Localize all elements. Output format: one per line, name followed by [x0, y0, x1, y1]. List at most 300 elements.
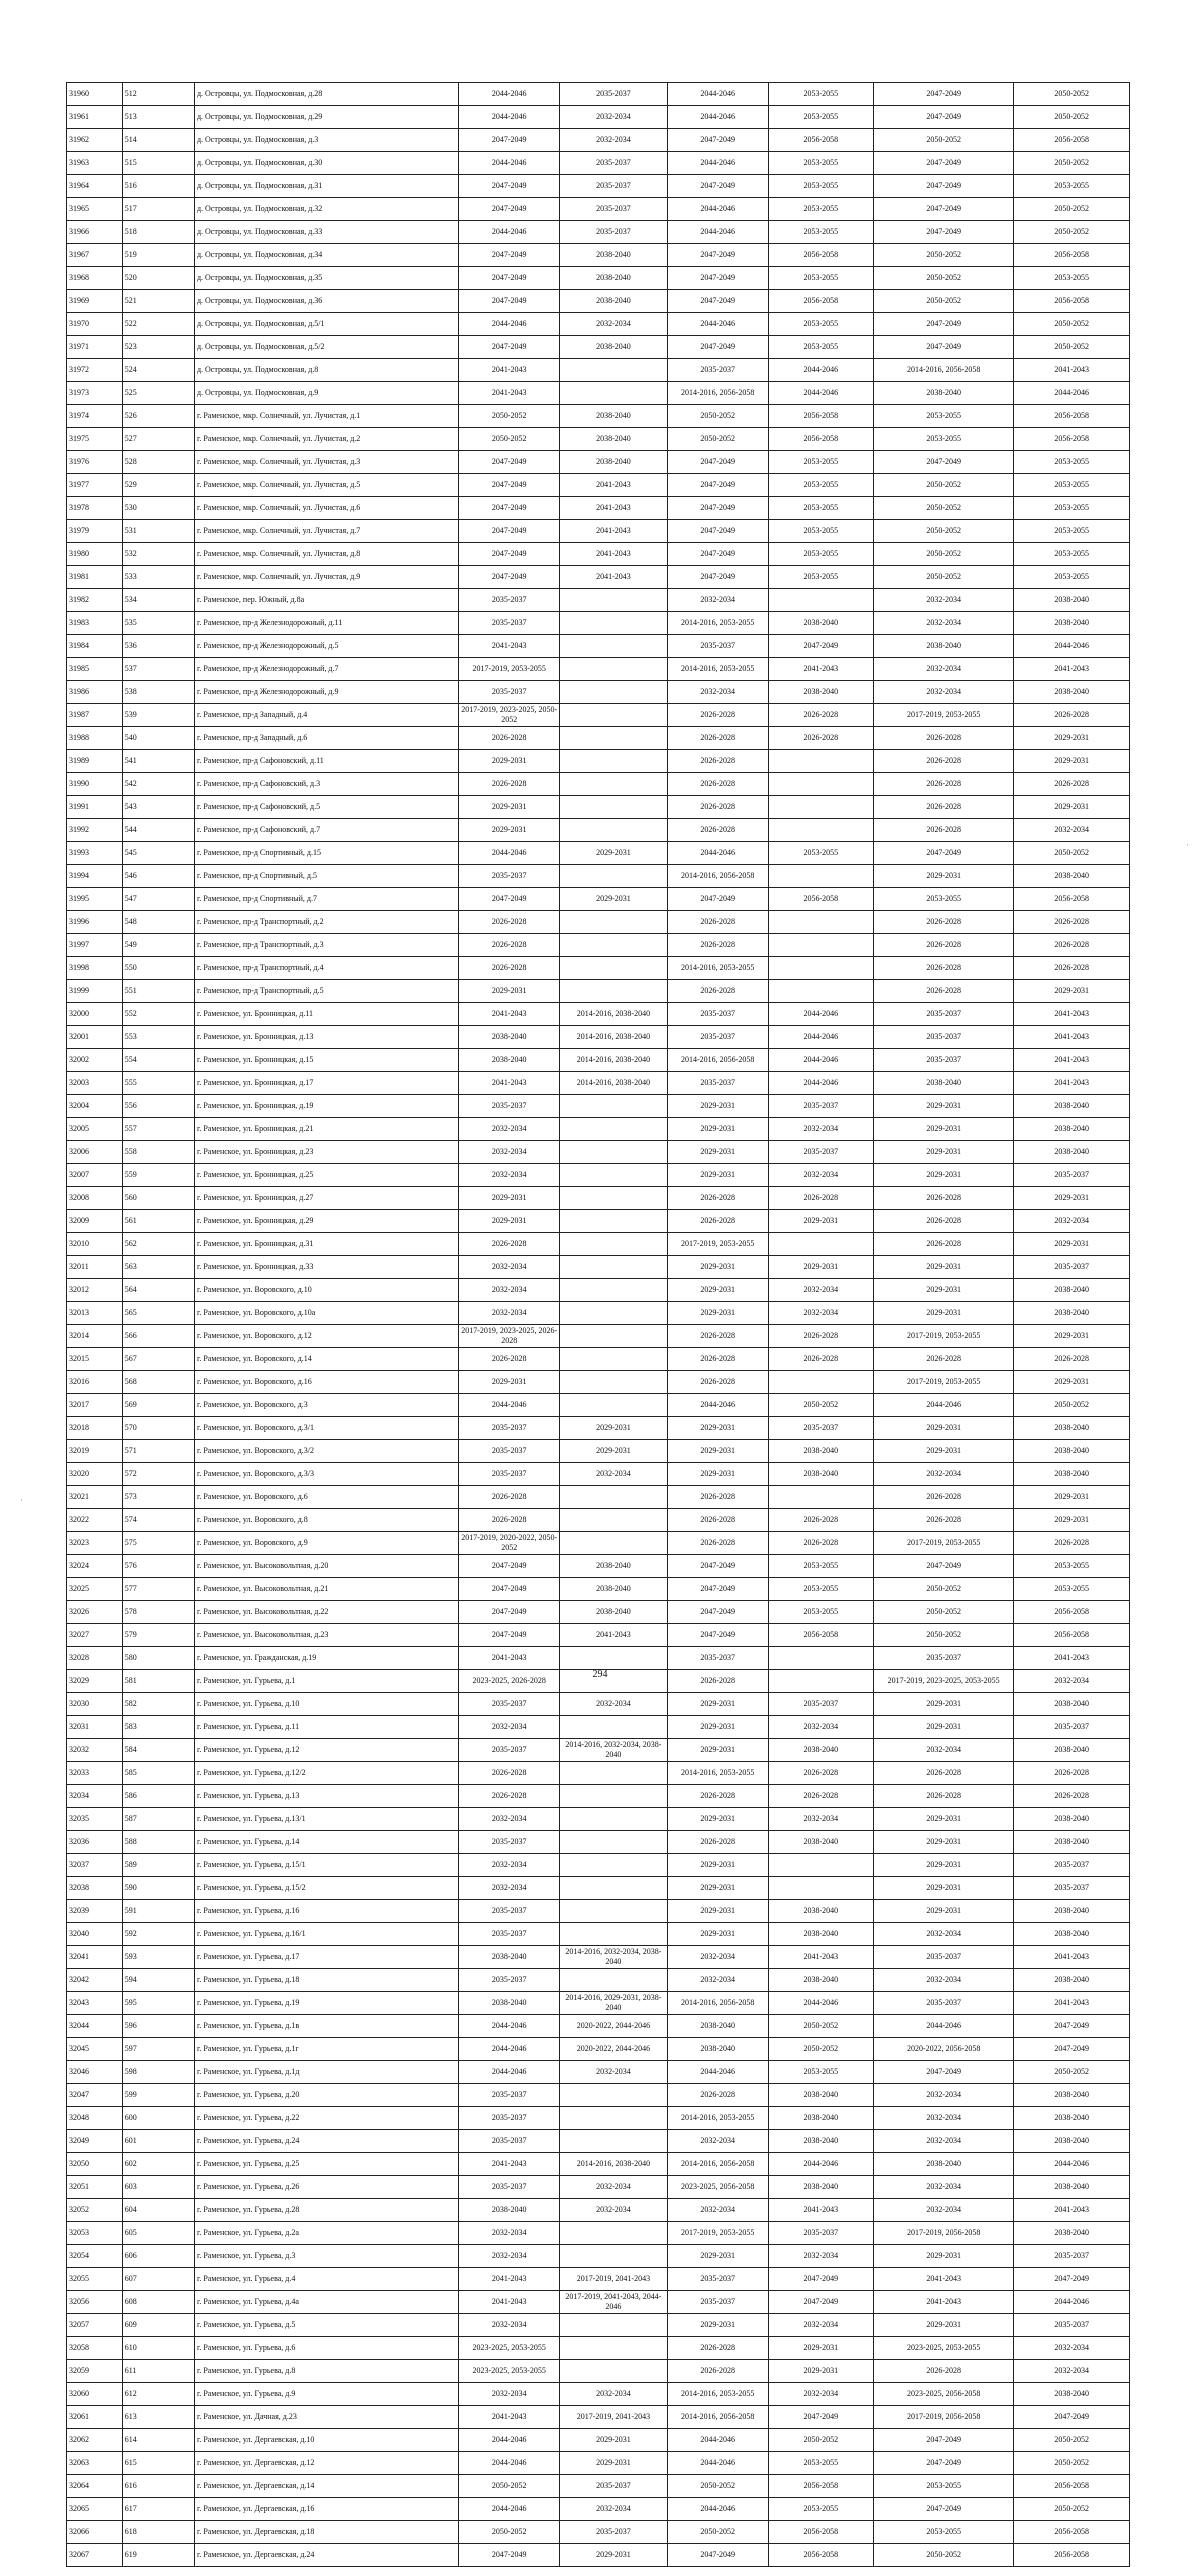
table-cell: 572 — [122, 1463, 194, 1486]
table-cell: 553 — [122, 1026, 194, 1049]
table-cell: 2014-2016, 2038-2040 — [560, 1003, 667, 1026]
table-cell: 2029-2031 — [1014, 1509, 1130, 1532]
table-cell: 2026-2028 — [873, 1762, 1013, 1785]
table-cell: 32060 — [67, 2383, 123, 2406]
table-cell: 2029-2031 — [768, 1256, 873, 1279]
table-cell: 582 — [122, 1693, 194, 1716]
table-cell: 2038-2040 — [1014, 2383, 1130, 2406]
table-row — [67, 1808, 1130, 1831]
table-cell: 2035-2037 — [459, 1463, 560, 1486]
table-cell: 2035-2037 — [1014, 2245, 1130, 2268]
table-cell: 2050-2052 — [1014, 313, 1130, 336]
table-cell: д. Островцы, ул. Подмосковная, д.5/1 — [194, 313, 458, 336]
table-row — [67, 1647, 1130, 1670]
table-cell: 2035-2037 — [459, 2130, 560, 2153]
table-row — [67, 2268, 1130, 2291]
table-cell: 32066 — [67, 2521, 123, 2544]
table-cell: 2047-2049 — [873, 451, 1013, 474]
table-cell: 2026-2028 — [667, 934, 768, 957]
table-cell: 2053-2055 — [768, 152, 873, 175]
table-cell: 2056-2058 — [768, 244, 873, 267]
table-cell: 2032-2034 — [873, 589, 1013, 612]
table-cell: 2029-2031 — [459, 1210, 560, 1233]
table-cell: г. Раменское, ул. Гурьева, д.20 — [194, 2084, 458, 2107]
table-cell: 2041-2043 — [1014, 1072, 1130, 1095]
table-cell: г. Раменское, пр-д Сафоновский, д.3 — [194, 773, 458, 796]
table-row — [67, 1969, 1130, 1992]
table-cell — [560, 1141, 667, 1164]
table-row — [67, 520, 1130, 543]
table-cell: 604 — [122, 2199, 194, 2222]
table-cell: г. Раменское, ул. Гурьева, д.13/1 — [194, 1808, 458, 1831]
table-cell: 2026-2028 — [459, 1486, 560, 1509]
table-cell: г. Раменское, ул. Гражданская, д.19 — [194, 1647, 458, 1670]
table-cell: 524 — [122, 359, 194, 382]
table-cell — [768, 819, 873, 842]
table-cell: д. Островцы, ул. Подмосковная, д.3 — [194, 129, 458, 152]
table-cell: 2032-2034 — [459, 1256, 560, 1279]
table-cell: 2056-2058 — [1014, 129, 1130, 152]
table-cell: 2026-2028 — [873, 1210, 1013, 1233]
table-cell: 2056-2058 — [1014, 888, 1130, 911]
table-cell: 2029-2031 — [459, 980, 560, 1003]
table-cell: 2038-2040 — [768, 1463, 873, 1486]
table-cell: 2041-2043 — [459, 382, 560, 405]
table-cell: г. Раменское, ул. Воровского, д.3/3 — [194, 1463, 458, 1486]
table-cell: 31965 — [67, 198, 123, 221]
table-row — [67, 2360, 1130, 2383]
table-row — [67, 2015, 1130, 2038]
table-cell: 2044-2046 — [459, 2498, 560, 2521]
table-cell: 2029-2031 — [459, 819, 560, 842]
table-cell: 2029-2031 — [873, 2245, 1013, 2268]
table-cell: 2047-2049 — [459, 543, 560, 566]
table-cell: г. Раменское, ул. Воровского, д.10 — [194, 1279, 458, 1302]
table-cell: 2032-2034 — [667, 589, 768, 612]
table-row — [67, 2314, 1130, 2337]
table-cell: 2029-2031 — [873, 1440, 1013, 1463]
table-row — [67, 750, 1130, 773]
table-cell: 2047-2049 — [459, 1555, 560, 1578]
table-cell: 31997 — [67, 934, 123, 957]
table-cell: г. Раменское, ул. Бронницкая, д.33 — [194, 1256, 458, 1279]
table-cell: 2047-2049 — [667, 520, 768, 543]
table-cell: 32032 — [67, 1739, 123, 1762]
table-row — [67, 1095, 1130, 1118]
table-row — [67, 1256, 1130, 1279]
table-cell: г. Раменское, пр-д Железнодорожный, д.7 — [194, 658, 458, 681]
table-cell: г. Раменское, ул. Высоковольтная, д.21 — [194, 1578, 458, 1601]
table-cell: 2047-2049 — [459, 566, 560, 589]
table-cell: 2032-2034 — [459, 2314, 560, 2337]
table-cell: 31985 — [67, 658, 123, 681]
table-cell: 2047-2049 — [873, 2452, 1013, 2475]
table-cell: г. Раменское, ул. Дергаевская, д.16 — [194, 2498, 458, 2521]
table-cell: 2050-2052 — [873, 566, 1013, 589]
table-cell: 2047-2049 — [459, 474, 560, 497]
table-cell: 2035-2037 — [459, 612, 560, 635]
table-cell: 2053-2055 — [768, 336, 873, 359]
table-cell: 2029-2031 — [667, 1256, 768, 1279]
table-cell: 2053-2055 — [768, 451, 873, 474]
table-cell: 548 — [122, 911, 194, 934]
table-cell: 2038-2040 — [768, 1969, 873, 1992]
table-cell: 32025 — [67, 1578, 123, 1601]
table-cell: г. Раменское, ул. Воровского, д.14 — [194, 1348, 458, 1371]
table-cell: 2053-2055 — [873, 428, 1013, 451]
table-cell: 2044-2046 — [459, 221, 560, 244]
table-cell: 2017-2019, 2020-2022, 2050-2052 — [459, 1532, 560, 1555]
table-cell: 2044-2046 — [459, 2452, 560, 2475]
table-cell: 2014-2016, 2056-2058 — [667, 382, 768, 405]
table-cell: 2014-2016, 2032-2034, 2038-2040 — [560, 1739, 667, 1762]
table-cell: 2053-2055 — [768, 198, 873, 221]
table-cell — [560, 1762, 667, 1785]
table-row — [67, 1233, 1130, 1256]
table-cell: 2050-2052 — [768, 1394, 873, 1417]
table-cell: 2056-2058 — [1014, 1624, 1130, 1647]
table-cell: 2026-2028 — [667, 1785, 768, 1808]
table-cell: 32021 — [67, 1486, 123, 1509]
table-row — [67, 2498, 1130, 2521]
table-cell: г. Раменское, ул. Гурьева, д.28 — [194, 2199, 458, 2222]
table-cell: 2035-2037 — [560, 83, 667, 106]
table-cell: 2032-2034 — [459, 1716, 560, 1739]
table-cell: 2038-2040 — [873, 2153, 1013, 2176]
table-cell: 2029-2031 — [873, 1302, 1013, 1325]
table-cell: 2014-2016, 2053-2055 — [667, 658, 768, 681]
table-cell: 2029-2031 — [560, 888, 667, 911]
table-cell: 2026-2028 — [768, 1785, 873, 1808]
table-cell: 2038-2040 — [560, 451, 667, 474]
table-cell: г. Раменское, ул. Бронницкая, д.31 — [194, 1233, 458, 1256]
table-cell: г. Раменское, ул. Гурьева, д.4 — [194, 2268, 458, 2291]
table-cell: 2056-2058 — [1014, 405, 1130, 428]
table-cell: 32050 — [67, 2153, 123, 2176]
table-cell: 2032-2034 — [459, 2383, 560, 2406]
table-cell: 2032-2034 — [459, 1302, 560, 1325]
table-cell: 2032-2034 — [873, 612, 1013, 635]
table-cell: 2026-2028 — [667, 1509, 768, 1532]
table-cell: 2050-2052 — [873, 267, 1013, 290]
table-cell: 2050-2052 — [1014, 198, 1130, 221]
table-cell: 2029-2031 — [667, 1279, 768, 1302]
table-row — [67, 129, 1130, 152]
table-row — [67, 2061, 1130, 2084]
table-cell: 575 — [122, 1532, 194, 1555]
table-cell: 580 — [122, 1647, 194, 1670]
table-cell: 614 — [122, 2429, 194, 2452]
table-cell: 2053-2055 — [768, 2452, 873, 2475]
table-cell: 2047-2049 — [667, 888, 768, 911]
table-cell: г. Раменское, ул. Гурьева, д.12/2 — [194, 1762, 458, 1785]
table-cell: г. Раменское, пр-д Западный, д.6 — [194, 727, 458, 750]
table-cell: 552 — [122, 1003, 194, 1026]
table-cell: 599 — [122, 2084, 194, 2107]
table-cell: 2032-2034 — [459, 1808, 560, 1831]
table-cell: 2029-2031 — [1014, 1486, 1130, 1509]
table-cell: 560 — [122, 1187, 194, 1210]
table-cell: 32062 — [67, 2429, 123, 2452]
table-row — [67, 1049, 1130, 1072]
table-cell: 2029-2031 — [873, 1693, 1013, 1716]
table-cell: 2053-2055 — [1014, 543, 1130, 566]
table-cell — [560, 796, 667, 819]
repair-schedule-table — [66, 82, 1130, 2567]
table-cell: д. Островцы, ул. Подмосковная, д.29 — [194, 106, 458, 129]
table-cell: г. Раменское, ул. Дергаевская, д.10 — [194, 2429, 458, 2452]
table-cell: г. Раменское, ул. Гурьева, д.1в — [194, 2015, 458, 2038]
table-cell: г. Раменское, ул. Гурьева, д.1д — [194, 2061, 458, 2084]
table-cell: 32045 — [67, 2038, 123, 2061]
table-cell: 2038-2040 — [873, 382, 1013, 405]
table-cell: 2050-2052 — [873, 129, 1013, 152]
table-row — [67, 1601, 1130, 1624]
table-cell: 593 — [122, 1946, 194, 1969]
scan-mark: · — [20, 1495, 23, 1505]
table-cell: 2047-2049 — [667, 129, 768, 152]
table-cell: г. Раменское, ул. Дергаевская, д.18 — [194, 2521, 458, 2544]
table-cell: 2038-2040 — [1014, 1808, 1130, 1831]
table-cell: 2056-2058 — [1014, 2544, 1130, 2567]
table-cell — [768, 1854, 873, 1877]
table-cell: 31988 — [67, 727, 123, 750]
table-cell: 2026-2028 — [667, 1670, 768, 1693]
table-cell: г. Раменское, ул. Гурьева, д.16 — [194, 1900, 458, 1923]
table-cell: 2044-2046 — [459, 2038, 560, 2061]
table-cell: 2056-2058 — [768, 2475, 873, 2498]
table-cell: д. Островцы, ул. Подмосковная, д.5/2 — [194, 336, 458, 359]
table-cell: 2044-2046 — [667, 842, 768, 865]
table-cell: 2041-2043 — [560, 474, 667, 497]
table-cell: 2026-2028 — [873, 1233, 1013, 1256]
table-cell: 31972 — [67, 359, 123, 382]
table-cell: 2038-2040 — [1014, 1141, 1130, 1164]
table-cell: г. Раменское, мкр. Солнечный, ул. Лучистая, д.9 — [194, 566, 458, 589]
table-cell: 2047-2049 — [667, 1555, 768, 1578]
table-cell: 2047-2049 — [459, 267, 560, 290]
table-cell: 2026-2028 — [667, 1532, 768, 1555]
table-cell: 2032-2034 — [560, 1693, 667, 1716]
table-cell: 2044-2046 — [768, 1992, 873, 2015]
table-cell: г. Раменское, ул. Бронницкая, д.11 — [194, 1003, 458, 1026]
table-cell: д. Островцы, ул. Подмосковная, д.32 — [194, 198, 458, 221]
table-cell: 2050-2052 — [768, 2038, 873, 2061]
table-cell — [768, 957, 873, 980]
table-cell: 32044 — [67, 2015, 123, 2038]
table-cell: 32039 — [67, 1900, 123, 1923]
table-cell: 2041-2043 — [1014, 1946, 1130, 1969]
table-cell: 2047-2049 — [459, 2544, 560, 2567]
table-row — [67, 1877, 1130, 1900]
table-cell: 32020 — [67, 1463, 123, 1486]
table-cell — [560, 1900, 667, 1923]
table-cell: г. Раменское, пр-д Сафоновский, д.7 — [194, 819, 458, 842]
table-cell: 2038-2040 — [560, 1601, 667, 1624]
table-cell: 2044-2046 — [459, 152, 560, 175]
table-cell: 2044-2046 — [667, 2452, 768, 2475]
table-row — [67, 1141, 1130, 1164]
table-cell: г. Раменское, ул. Воровского, д.9 — [194, 1532, 458, 1555]
table-row — [67, 290, 1130, 313]
table-cell: 2032-2034 — [873, 1463, 1013, 1486]
table-cell: 2038-2040 — [459, 1946, 560, 1969]
table-cell: 549 — [122, 934, 194, 957]
table-cell: 2047-2049 — [459, 520, 560, 543]
table-cell: 2050-2052 — [459, 2475, 560, 2498]
table-cell: 558 — [122, 1141, 194, 1164]
table-cell: 2026-2028 — [667, 704, 768, 727]
table-cell: 2038-2040 — [1014, 1739, 1130, 1762]
table-cell: 31992 — [67, 819, 123, 842]
table-cell: г. Раменское, пр-д Железнодорожный, д.5 — [194, 635, 458, 658]
table-row — [67, 2130, 1130, 2153]
table-cell: 2038-2040 — [1014, 1440, 1130, 1463]
table-cell: 2050-2052 — [768, 2429, 873, 2452]
table-cell: 2032-2034 — [768, 2383, 873, 2406]
table-cell: 2047-2049 — [873, 152, 1013, 175]
table-cell: 2050-2052 — [873, 520, 1013, 543]
table-cell: 2041-2043 — [873, 2268, 1013, 2291]
table-cell: 2026-2028 — [667, 796, 768, 819]
table-cell: 2044-2046 — [459, 2429, 560, 2452]
table-cell: 2041-2043 — [459, 2268, 560, 2291]
table-cell: 2044-2046 — [873, 1394, 1013, 1417]
table-cell: 31973 — [67, 382, 123, 405]
table-cell: 31970 — [67, 313, 123, 336]
table-cell: 2041-2043 — [459, 2153, 560, 2176]
table-cell: д. Островцы, ул. Подмосковная, д.33 — [194, 221, 458, 244]
table-cell — [560, 1716, 667, 1739]
table-cell: 534 — [122, 589, 194, 612]
table-cell: 2026-2028 — [1014, 1762, 1130, 1785]
table-cell — [560, 1877, 667, 1900]
table-cell: 2047-2049 — [873, 83, 1013, 106]
table-cell: г. Раменское, ул. Высоковольтная, д.22 — [194, 1601, 458, 1624]
table-cell — [560, 980, 667, 1003]
table-row — [67, 2107, 1130, 2130]
table-cell: 2047-2049 — [768, 2406, 873, 2429]
table-cell: 2032-2034 — [768, 1808, 873, 1831]
table-cell: 2026-2028 — [667, 1486, 768, 1509]
table-cell: г. Раменское, ул. Бронницкая, д.25 — [194, 1164, 458, 1187]
table-cell: 2032-2034 — [768, 2314, 873, 2337]
table-cell: 2026-2028 — [1014, 704, 1130, 727]
table-cell: 2047-2049 — [873, 1555, 1013, 1578]
table-cell: 579 — [122, 1624, 194, 1647]
table-row — [67, 175, 1130, 198]
table-cell: г. Раменское, ул. Воровского, д.3/2 — [194, 1440, 458, 1463]
table-row — [67, 612, 1130, 635]
table-cell: 2023-2025, 2056-2058 — [873, 2383, 1013, 2406]
table-row — [67, 1394, 1130, 1417]
table-cell: 2053-2055 — [768, 1555, 873, 1578]
table-cell: 2035-2037 — [459, 2176, 560, 2199]
table-cell: 2050-2052 — [768, 2015, 873, 2038]
table-cell: 2038-2040 — [768, 2107, 873, 2130]
table-cell: 2029-2031 — [1014, 1187, 1130, 1210]
table-cell: 32004 — [67, 1095, 123, 1118]
table-row — [67, 1716, 1130, 1739]
table-cell: 565 — [122, 1302, 194, 1325]
table-cell: 619 — [122, 2544, 194, 2567]
table-cell: 519 — [122, 244, 194, 267]
table-cell: 2035-2037 — [459, 2084, 560, 2107]
table-cell: 2035-2037 — [768, 1417, 873, 1440]
table-cell: 2029-2031 — [459, 1187, 560, 1210]
table-cell: 2038-2040 — [560, 244, 667, 267]
table-row — [67, 2452, 1130, 2475]
table-cell: 566 — [122, 1325, 194, 1348]
table-cell: 2053-2055 — [1014, 520, 1130, 543]
table-cell: г. Раменское, ул. Воровского, д.6 — [194, 1486, 458, 1509]
table-cell: 2047-2049 — [459, 129, 560, 152]
table-cell: 2029-2031 — [768, 2337, 873, 2360]
table-cell: 32064 — [67, 2475, 123, 2498]
table-cell: 2035-2037 — [1014, 2314, 1130, 2337]
table-cell: 2029-2031 — [667, 2245, 768, 2268]
table-cell: 521 — [122, 290, 194, 313]
table-cell: 2038-2040 — [768, 1440, 873, 1463]
table-row — [67, 1325, 1130, 1348]
table-cell: 2032-2034 — [667, 681, 768, 704]
table-cell: 2038-2040 — [1014, 1463, 1130, 1486]
table-cell: 2056-2058 — [768, 405, 873, 428]
table-cell: 554 — [122, 1049, 194, 1072]
table-cell: 2029-2031 — [667, 1877, 768, 1900]
table-cell: 2035-2037 — [560, 152, 667, 175]
table-cell: 2044-2046 — [768, 359, 873, 382]
table-cell: 32012 — [67, 1279, 123, 1302]
table-cell: 2038-2040 — [459, 1049, 560, 1072]
table-cell — [560, 727, 667, 750]
table-cell: 602 — [122, 2153, 194, 2176]
table-cell: 2032-2034 — [1014, 2360, 1130, 2383]
table-row — [67, 1463, 1130, 1486]
table-cell — [560, 1233, 667, 1256]
scan-mark: · — [1186, 840, 1189, 850]
table-cell: д. Островцы, ул. Подмосковная, д.36 — [194, 290, 458, 313]
table-row — [67, 1624, 1130, 1647]
table-cell — [560, 934, 667, 957]
table-cell: 607 — [122, 2268, 194, 2291]
table-cell: 570 — [122, 1417, 194, 1440]
table-cell: 2050-2052 — [459, 428, 560, 451]
table-cell: 2047-2049 — [667, 543, 768, 566]
table-cell: 2029-2031 — [560, 1440, 667, 1463]
table-cell: 2032-2034 — [459, 1279, 560, 1302]
table-cell: 32015 — [67, 1348, 123, 1371]
table-row — [67, 405, 1130, 428]
table-cell: 2029-2031 — [768, 1210, 873, 1233]
table-row — [67, 221, 1130, 244]
table-cell: 2017-2019, 2053-2055 — [873, 1325, 1013, 1348]
table-cell — [560, 2130, 667, 2153]
table-cell: 597 — [122, 2038, 194, 2061]
table-cell: 2044-2046 — [459, 1394, 560, 1417]
table-cell: 2038-2040 — [459, 1992, 560, 2015]
table-cell: 32048 — [67, 2107, 123, 2130]
table-cell: 2029-2031 — [459, 1371, 560, 1394]
table-cell: 2038-2040 — [1014, 2130, 1130, 2153]
table-cell: 2053-2055 — [768, 313, 873, 336]
table-cell — [560, 2360, 667, 2383]
table-cell: г. Раменское, ул. Высоковольтная, д.23 — [194, 1624, 458, 1647]
table-cell: 2056-2058 — [768, 428, 873, 451]
table-cell: 2047-2049 — [873, 106, 1013, 129]
table-cell: 31994 — [67, 865, 123, 888]
table-cell: 2014-2016, 2056-2058 — [667, 1049, 768, 1072]
